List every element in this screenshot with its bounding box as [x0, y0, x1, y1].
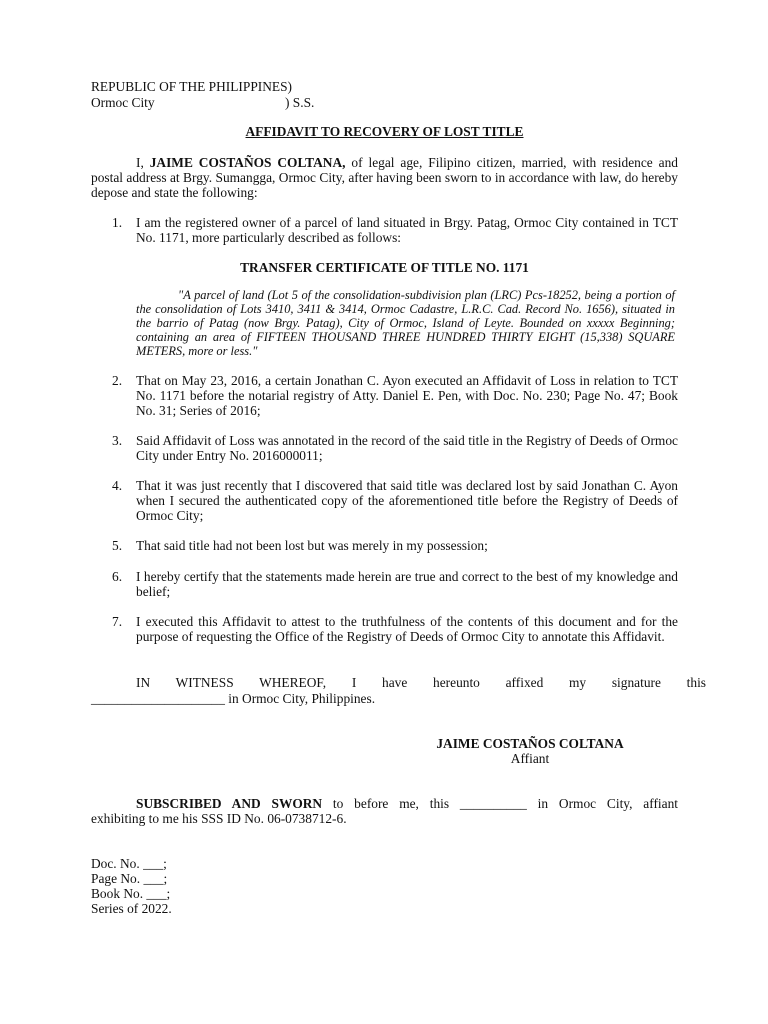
item-text: That it was just recently that I discovered that said title was declared lost by said Jonathan C. Ayon when I secured the authenticated copy of the aforementioned title before the Registry of Deeds of Ormoc City;: [136, 478, 678, 523]
jurat-date-blank: __________: [459, 796, 527, 811]
intro-text: of legal age, Filipino citizen, married, with residence and postal address at Brgy. Sumangga, Ormoc City, after having been sworn to in accordance with law, do hereby depose and state the following:: [91, 155, 678, 200]
intro-paragraph: [91, 155, 678, 200]
book-number: Book No. ___;: [91, 886, 171, 901]
jurat-place: in Ormoc City, affiant: [526, 796, 679, 811]
item-number: 7.: [112, 614, 123, 629]
item-number: 2.: [112, 373, 123, 388]
affiant-name: JAIME COSTAÑOS COLTANA: [436, 736, 624, 751]
item-text: I am the registered owner of a parcel of land situated in Brgy. Patag, Ormoc City contained in TCT No. 1171, more particularly described as follows:: [136, 215, 678, 245]
item-number: 4.: [112, 478, 123, 493]
item-number: 1.: [112, 215, 123, 230]
signature-date-blank: ____________________: [91, 691, 225, 706]
doc-number: Doc. No. ___;: [91, 856, 167, 871]
page-number: Page No. ___;: [91, 871, 168, 886]
item-number: 5.: [112, 538, 123, 553]
item-text: I hereby certify that the statements made herein are true and correct to the best of my knowledge and belief;: [136, 569, 678, 599]
affiant-label: Affiant: [510, 751, 550, 766]
land-description: "A parcel of land (Lot 5 of the consolidation-subdivision plan (LRC) Pcs-18252, being a portion of the consolidation of Lots 3410, 3411 & 3414, Ormoc Cadastre, L.R.C. Cad. Record No. 1656), situated in the barrio of Patag (now Brgy. Patag), City of Ormoc, Island of Leyte. Bounded on xxxxx Beginning; containing an area of FIFTEEN THOUSAND THREE HUNDRED THIRTY EIGHT (15,338) SQUARE METERS, more or less.": [136, 288, 675, 358]
venue-ss: ) S.S.: [285, 95, 315, 110]
series-year: Series of 2022.: [91, 901, 172, 916]
venue-city: Ormoc City: [91, 95, 155, 110]
item-text: That on May 23, 2016, a certain Jonathan C. Ayon executed an Affidavit of Loss in relation to TCT No. 1171 before the notarial registry of Atty. Daniel E. Pen, with Doc. No. 230; Page No. 47; Book No. 31; Series of 2016;: [136, 373, 678, 418]
item-text: That said title had not been lost but was merely in my possession;: [136, 538, 488, 553]
witness-line-1: IN WITNESS WHEREOF, I have hereunto affixed my signature this: [136, 675, 706, 690]
item-number: 6.: [112, 569, 123, 584]
jurat-line-2: exhibiting to me his SSS ID No. 06-0738712-6.: [91, 811, 347, 826]
document-title: AFFIDAVIT TO RECOVERY OF LOST TITLE: [245, 124, 524, 139]
jurat-text: to before me, this: [322, 796, 460, 811]
witness-place: in Ormoc City, Philippines.: [224, 691, 376, 706]
jurat-line-1: [91, 796, 678, 811]
item-text: I executed this Affidavit to attest to the truthfulness of the contents of this document and for the purpose of requesting the Office of the Registry of Deeds of Ormoc City to annotate this Affidavit.: [136, 614, 678, 644]
venue-republic: REPUBLIC OF THE PHILIPPINES): [91, 79, 293, 94]
affiant-name-inline: JAIME COSTAÑOS COLTANA,: [149, 155, 346, 170]
jurat-bold: SUBSCRIBED AND SWORN: [136, 796, 323, 811]
intro-prefix: I,: [136, 155, 144, 170]
item-number: 3.: [112, 433, 123, 448]
witness-line-2: [91, 691, 678, 706]
item-text: Said Affidavit of Loss was annotated in the record of the said title in the Registry of Deeds of Ormoc City under Entry No. 2016000011;: [136, 433, 678, 463]
tct-heading: TRANSFER CERTIFICATE OF TITLE NO. 1171: [240, 260, 529, 275]
